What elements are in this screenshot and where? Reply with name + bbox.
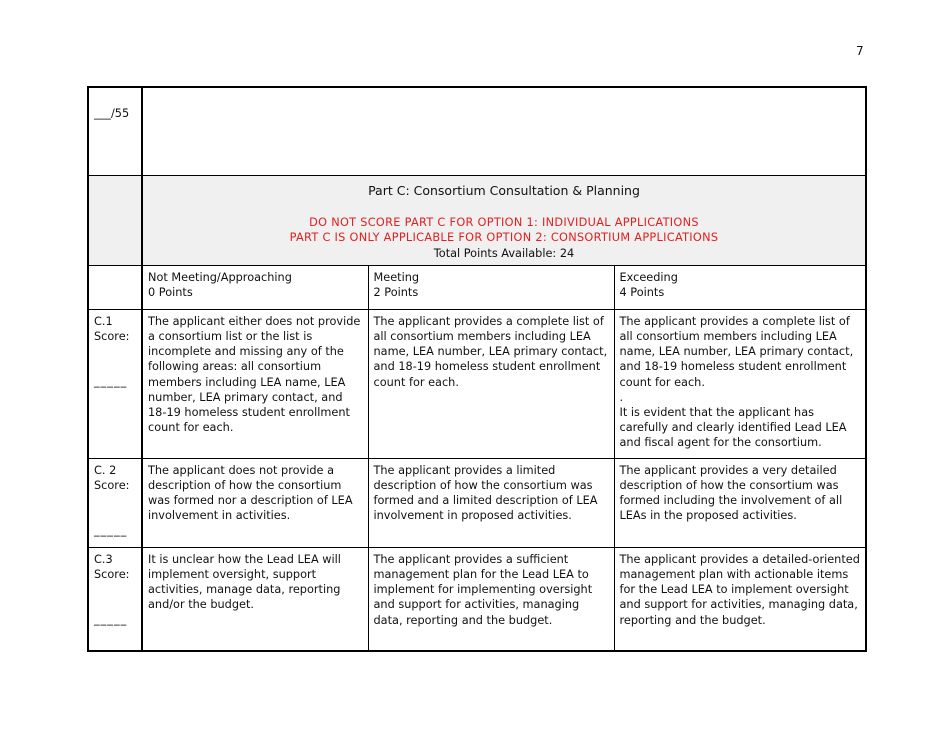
criterion-row-c1 bbox=[88, 309, 866, 458]
criterion-row-c3 bbox=[88, 547, 866, 651]
criterion-label bbox=[88, 458, 142, 547]
c3-exceeding: The applicant provides a detailed-oriented management plan with actionable items for the Lead LEA to implement oversight and support for activities, managing data, reporting and the budget. bbox=[614, 547, 866, 651]
part-c-warning-2: PART C IS ONLY APPLICABLE FOR OPTION 2: CONSORTIUM APPLICATIONS bbox=[289, 231, 719, 245]
c1-exceeding-dot: . bbox=[619, 390, 624, 404]
score-blank: _____ bbox=[94, 375, 128, 389]
level-meeting bbox=[368, 265, 614, 309]
page-number: 7 bbox=[856, 44, 864, 58]
part-c-warning-1: DO NOT SCORE PART C FOR OPTION 1: INDIVIDUAL APPLICATIONS bbox=[309, 216, 699, 230]
level-not-meeting bbox=[142, 265, 368, 309]
levels-row bbox=[88, 265, 866, 309]
score-blank: _____ bbox=[94, 613, 128, 627]
c1-exceeding-text-1: The applicant provides a complete list of all consortium members including LEA name, LEA number, LEA primary contact, and 18-19 homeless student enrollment count for each. bbox=[619, 314, 854, 389]
part-c-header bbox=[142, 176, 866, 266]
rubric-table bbox=[87, 86, 867, 652]
levels-left-cell bbox=[88, 265, 142, 309]
score-blank: _____ bbox=[94, 524, 128, 538]
part-c-header-row bbox=[88, 176, 866, 266]
c2-exceeding: The applicant provides a very detailed description of how the consortium was formed including the involvement of all LEAs in the proposed activities. bbox=[614, 458, 866, 547]
score-total-blank bbox=[142, 87, 866, 176]
c2-meeting: The applicant provides a limited description of how the consortium was formed and a limited description of LEA involvement in proposed activities. bbox=[368, 458, 614, 547]
c3-meeting: The applicant provides a sufficient management plan for the Lead LEA to implement for implementing oversight and support for activities, managing data, reporting and the budget. bbox=[368, 547, 614, 651]
score-label: Score: bbox=[94, 330, 130, 344]
part-c-title: Part C: Consortium Consultation & Planning bbox=[368, 183, 640, 198]
criterion-label bbox=[88, 547, 142, 651]
c2-not-meeting: The applicant does not provide a description of how the consortium was formed nor a description of LEA involvement in activities. bbox=[142, 458, 368, 547]
level-exceeding bbox=[614, 265, 866, 309]
level-points: 0 Points bbox=[148, 286, 193, 300]
c1-not-meeting: The applicant either does not provide a consortium list or the list is incomplete and missing any of the following areas: all consortium members including LEA name, LEA number, LEA primary contact, and 18-19 homeless student enrollment count for each. bbox=[142, 309, 368, 458]
score-label: Score: bbox=[94, 479, 130, 493]
total-points: Total Points Available: 24 bbox=[433, 246, 575, 260]
level-name: Exceeding bbox=[619, 270, 678, 284]
level-points: 4 Points bbox=[619, 286, 665, 300]
score-label: Score: bbox=[94, 568, 130, 582]
c1-meeting: The applicant provides a complete list of all consortium members including LEA name, LEA number, LEA primary contact, and 18-19 homeless student enrollment count for each. bbox=[368, 309, 614, 458]
c1-exceeding-text-2: It is evident that the applicant has carefully and clearly identified Lead LEA and fiscal agent for the consortium. bbox=[619, 406, 847, 450]
header-left-cell bbox=[88, 176, 142, 266]
criterion-row-c2 bbox=[88, 458, 866, 547]
score-total: ___/55 bbox=[88, 87, 142, 176]
level-name: Meeting bbox=[373, 270, 420, 284]
c1-exceeding bbox=[614, 309, 866, 458]
criterion-id: C.1 bbox=[94, 314, 113, 328]
level-name: Not Meeting/Approaching bbox=[148, 270, 292, 284]
criterion-label bbox=[88, 309, 142, 458]
c3-not-meeting: It is unclear how the Lead LEA will implement oversight, support activities, manage data, reporting and/or the budget. bbox=[142, 547, 368, 651]
criterion-id: C. 2 bbox=[94, 463, 117, 477]
score-total-row bbox=[88, 87, 866, 176]
criterion-id: C.3 bbox=[94, 552, 113, 566]
level-points: 2 Points bbox=[373, 286, 419, 300]
